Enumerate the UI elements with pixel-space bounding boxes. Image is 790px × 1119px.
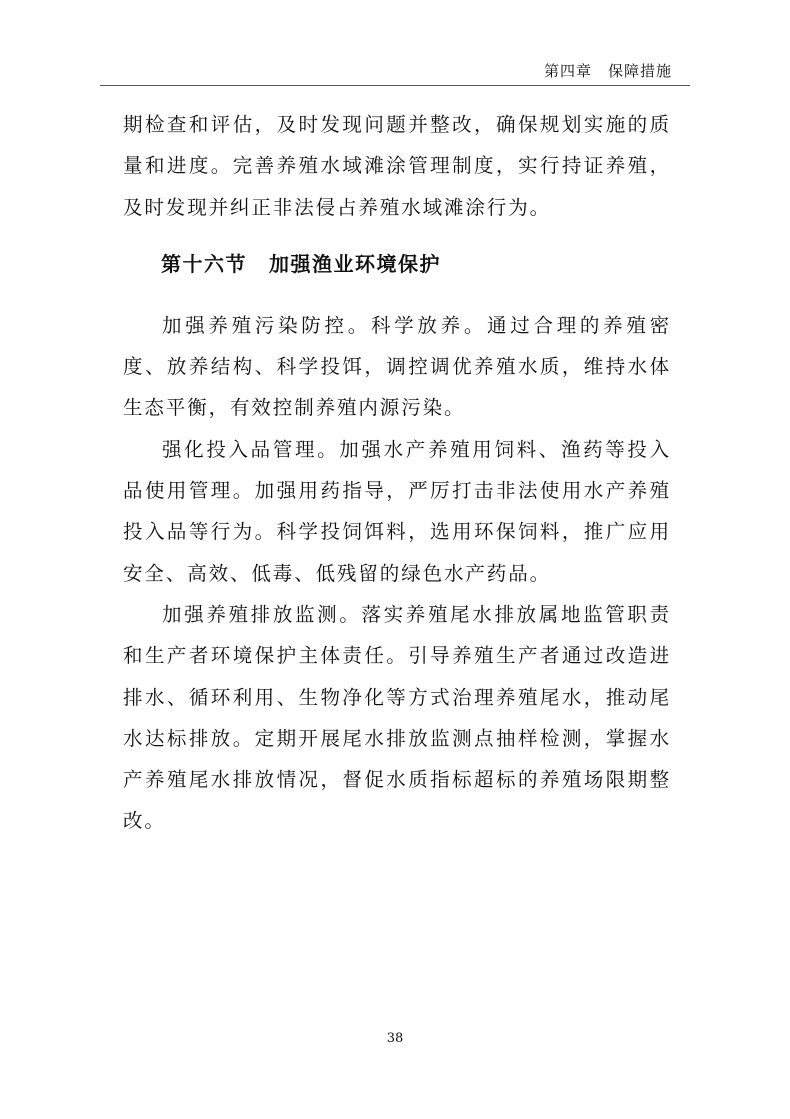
paragraph-pollution-control: 加强养殖污染防控。科学放养。通过合理的养殖密度、放养结构、科学投饵，调控调优养殖水质，维持水体生态平衡，有效控制养殖内源污染。 [123,313,671,420]
running-header: 第四章 保障措施 [543,62,672,80]
paragraph-discharge-monitoring: 加强养殖排放监测。落实养殖尾水排放属地监管职责和生产者环境保护主体责任。引导养殖生产者通过改造进排水、循环利用、生物净化等方式治理养殖尾水，推动尾水达标排放。定期开展尾水排放监测点抽样检测，掌握水产养殖尾水排放情况，督促水质指标超标的养殖场限期整改。 [123,602,671,833]
paragraph-input-management: 强化投入品管理。加强水产养殖用饲料、渔药等投入品使用管理。加强用药指导，严厉打击非法使用水产养殖投入品等行为。科学投饲饵料，选用环保饲料，推广应用安全、高效、低毒、低残留的绿色水产药品。 [123,437,671,585]
page-number: 38 [386,1031,404,1046]
document-body [123,104,671,842]
section-heading [123,244,671,285]
section-number: 第十六节 [161,251,247,276]
header-divider [100,85,690,86]
continued-paragraph: 期检查和评估，及时发现问题并整改，确保规划实施的质量和进度。完善养殖水域滩涂管理制度，实行持证养殖，及时发现并纠正非法侵占养殖水域滩涂行为。 [123,113,671,219]
section-title: 加强渔业环境保护 [269,251,441,276]
